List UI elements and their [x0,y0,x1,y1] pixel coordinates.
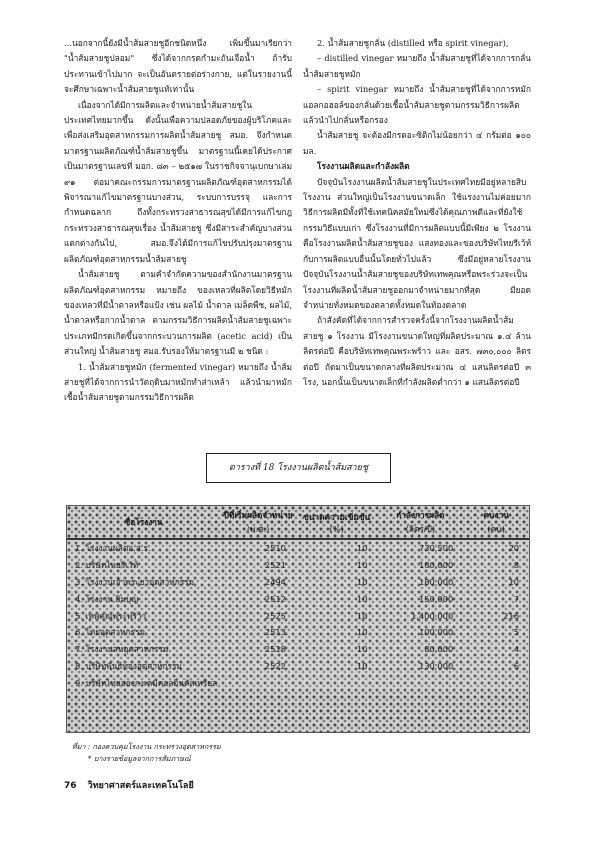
paragraph-right: – distilled vinegar หมายถึง น้ำส้มสายชูที่ได้จากการกลั่นน้ำส้มสายชูหมัก [303,53,531,79]
cell-capacity: 130,000 [377,658,463,675]
table-row [67,674,529,691]
paragraph-right: 2. น้ำส้มสายชูกลั่น (distilled หรือ spirit vinegar), [317,38,509,48]
cell-start-year: 2494 [220,574,296,591]
cell-capacity: 100,000 [377,624,463,641]
cell-start-year: 2518 [220,641,296,658]
cell-capacity: 180,000 [377,557,463,574]
paragraph-right: – spirit vinegar หมายถึง น้ำส้มสายชูที่ได้จากการหมักแอลกอฮอล์ของกลั่นด้วยเชื้อน้ำส้มสายชูตามกรรมวิธีการผลิต แล้วนำไปกลั่นหรือกรอง [303,84,531,126]
cell-workers: 7 [463,590,529,607]
cell-workers: 5 [463,624,529,641]
cell-factory-name: 2. บริษัทไทยรีเว้ท์ [67,557,220,574]
cell-start-year: 2521 [220,557,296,574]
cell-factory-name: 5. เทพคุณพระพร้าว [67,607,220,624]
header-capacity: กำลังการผลิต (ลิตร/ปี) [377,506,463,539]
paragraph-right: ถ้าสังคัดที่ได้จากการสำรวจครั้งนี้จากโรงงานผลิตน้ำส้มสายชู ๑ โรงงาน มีโรงงานขนาดใหญ่ที่ผลิตประมาณ ๑.๔ ล้านลิตรต่อปี คือบริษัทเทพคุณพระพร้าว และ อสร. ๗๓๐,๐๐๐ ลิตรต่อปี ถัดมาเป็นขนาดกลางที่ผลิตประมาณ ๔ แสนลิตรต่อปี ๓ โรง, นอกนั้นเป็นขนาดเล็กที่กำลังผลิตต่ำกว่า ๑ แสนลิตรต่อปี [303,315,531,387]
table-row [67,574,529,591]
cell-capacity: 180,000 [377,574,463,591]
cell-concentration: 10 [296,574,378,591]
table-row [67,641,529,658]
cell-concentration: 10 [296,607,378,624]
cell-concentration: 10 [296,658,378,675]
cell-concentration: 10 [296,539,378,557]
cell-start-year: 2512 [220,590,296,607]
cell-factory-name: 9. บริษัทไทยฮ่องกงเคมีคอลอินดัสเทรียล [67,674,220,691]
table-footnote: * บางรายข้อมูลจากการสัมภาษณ์ [88,754,191,763]
cell-concentration [296,674,378,691]
table-row [67,539,529,557]
cell-workers: 20 [463,539,529,557]
cell-factory-name: 8. บริษัทพันธ์ทองอุตสาหกรรม [67,658,220,675]
page-footer [64,778,202,792]
cell-start-year: 2522 [220,658,296,675]
header-factory-name: ชื่อโรงงาน [67,506,220,539]
cell-factory-name: 3. โรงงานเจ้าพระยาอุตสาหกรรม [67,574,220,591]
cell-workers: 8 [463,557,529,574]
cell-workers: 216 [463,607,529,624]
cell-factory-name: 7. โรงงานสหอุตสาหกรรม [67,641,220,658]
table-row [67,607,529,624]
cell-workers [463,674,529,691]
cell-capacity [377,674,463,691]
table-row [67,658,529,675]
table-caption: ตารางที่ 18 โรงงานผลิตน้ำส้มสายชู [206,453,391,483]
cell-start-year: 2510 [220,539,296,557]
factory-table [66,505,530,733]
cell-concentration: 10 [296,641,378,658]
cell-start-year: 2513 [220,624,296,641]
cell-workers: 4 [463,641,529,658]
cell-concentration: 10 [296,590,378,607]
paragraph-right: น้ำส้มสายชู จะต้องมีกรดอะซิติกไม่น้อยกว่า ๔ กรัมต่อ ๑๐๐ มล. [303,130,531,156]
left-text-column [64,36,292,406]
paragraph-left: ...นอกจากนี้ยังมีน้ำส้มสายชูอีกชนิดหนึ่ง เพิ่มขึ้นมาเรียกว่า "น้ำส้มสายชูปลอม" ซึ่งได้จากกรดกำมะถันเจือน้ำ ถ้ารับประทานเข้าไปมาก จะเป็นอันตรายต่อร่างกาย, แต่ในรายงานนี้จะศึกษาเฉพาะน้ำส้มสายชูแท้เท่านั้น [64,38,292,95]
cell-factory-name: 4. โรงงาน ยิมบุญ [67,590,220,607]
journal-title: วิทยาศาสตร์และเทคโนโลยี [87,781,194,791]
cell-capacity: 150,000 [377,590,463,607]
cell-factory-name: 6. ไทยอุตสาหกรรม [67,624,220,641]
cell-concentration: 10 [296,624,378,641]
paragraph-right: โรงงานผลิตและกำลังผลิต [317,161,410,172]
cell-workers: 6 [463,658,529,675]
cell-concentration: 10 [296,557,378,574]
table-source-note: ที่มา : กองควบคุมโรงงาน กระทรวงอุตสาหกรรม [72,742,221,751]
page-number: 76 [64,781,77,791]
header-concentration: ขนาดความเข้มข้น (%) [296,506,378,539]
cell-start-year: 2525 [220,607,296,624]
cell-start-year [220,674,296,691]
cell-workers: 10 [463,574,529,591]
paragraph-left: น้ำส้มสายชู ตามคำจำกัดความของสำนักงานมาตรฐานผลิตภัณฑ์อุตสาหกรรม หมายถึง ของเหลวที่ผลิตโดยวิธีหมักของเหลวที่มีน้ำตาลหรือแป้ง เช่น ผลไม้ น้ำตาล เมล็ดพืช, ผลไม้, น้ำตาลหรือกากน้ำตาล ตามกรรมวิธีการผลิตน้ำส้มสายชูเฉพาะประเภทมีกรดเกิดขึ้นจากกระบวนการผลิต (acetic acid) เป็นส่วนใหญ่ น้ำส้มสายชู สมอ.รับรองให้มาตรฐานมี ๒ ชนิด : [64,269,292,357]
paragraph-left: เนื่องจากได้มีการผลิตและจำหน่ายน้ำส้มสายชูในประเทศไทยมากขึ้น ดังนั้นเพื่อความปลอดภัยของผู้บริโภคและเพื่อส่งเสริมอุตสาหกรรมการผลิตน้ำส้มสายชู สมอ. จึงกำหนดมาตรฐานผลิตภัณฑ์น้ำส้มสายชูขึ้น มาตรฐานนี้เคยได้ประกาศเป็นมาตรฐานเลขที่ มอก. ๘๓ – ๒๕๑๗ ในราชกิจจานุเบกษาเล่ม ๙๑ ต่อมาคณะกรรมการมาตรฐานผลิตภัณฑ์อุตสาหกรรมได้พิจารณาแก้ไขมาตรฐานบางส่วน, ระบบการบรรจุ และการกำหนดฉลาก ถึงทั้งกระทรวงสาธารณสุขได้มีการแก้ไขกฎกระทรวงสาธารณสุขเรื่อง น้ำส้มสายชู ซึ่งมีสาระสำคัญบางส่วนแตกต่างกันไป, สมอ.จึงได้มีการแก้ไขปรับปรุงมาตรฐานผลิตภัณฑ์อุตสาหกรรมน้ำส้มสายชู [64,99,292,264]
cell-capacity: 80,000 [377,641,463,658]
paragraph-left: 1. น้ำส้มสายชูหมัก (fermented vinegar) หมายถึง น้ำส้มสายชูที่ได้จากการนำวัตถุดิบมาหมักทำส่าเหล้า แล้วนำมาหมักเชื้อน้ำส้มสายชูตามกรรมวิธีการผลิต [64,361,292,403]
right-text-column [303,36,531,390]
header-workers: คนงาน (คน) [463,506,529,539]
header-start-year: ปีที่เริ่มผลิตจำหน่าย (พ.ศ.) [220,506,296,539]
cell-factory-name: 1. โรงงานผลิตอ.ส.ร. [67,539,220,557]
table-row [67,557,529,574]
cell-capacity: 1,400,000 [377,607,463,624]
cell-capacity: 730,500 [377,539,463,557]
table-row [67,624,529,641]
paragraph-right: ปัจจุบันโรงงานผลิตน้ำส้มสายชูในประเทศไทยมีอยู่หลายสิบโรงงาน ส่วนใหญ่เป็นโรงงานขนาดเล็ก ใช้แรงงานไม่ค่อยมาก วิธีการผลิตมีทั้งที่ใช้เทคนิคสมัยใหม่ซึ่งได้คุณภาพดีและที่ยังใช้กรรมวิธีแบบเก่า ซึ่งโรงงานที่มีการผลิตแบบนี้มีเพียง ๒ โรงงาน คือโรงงานผลิตน้ำส้มสายชูของ แสงทองและของบริษัทไทยรีเว้ท์ กับการผลิตแบบอื่นนั้นโดยทั่วไปแล้ว ซึ่งมีอยู่หลายโรงงาน ปัจจุบันโรงงานน้ำส้มสายชูของบริษัทเทพคุณหรือพระร่วงจะเป็นโรงงานที่ผลิตน้ำส้มสายชูออกมาจำหน่ายมากที่สุด มียอดจำหน่ายทั่งหมดของตลาดทั้งหมดในท้องตลาด [303,176,531,310]
table-row [67,590,529,607]
table-header-row [67,506,529,539]
